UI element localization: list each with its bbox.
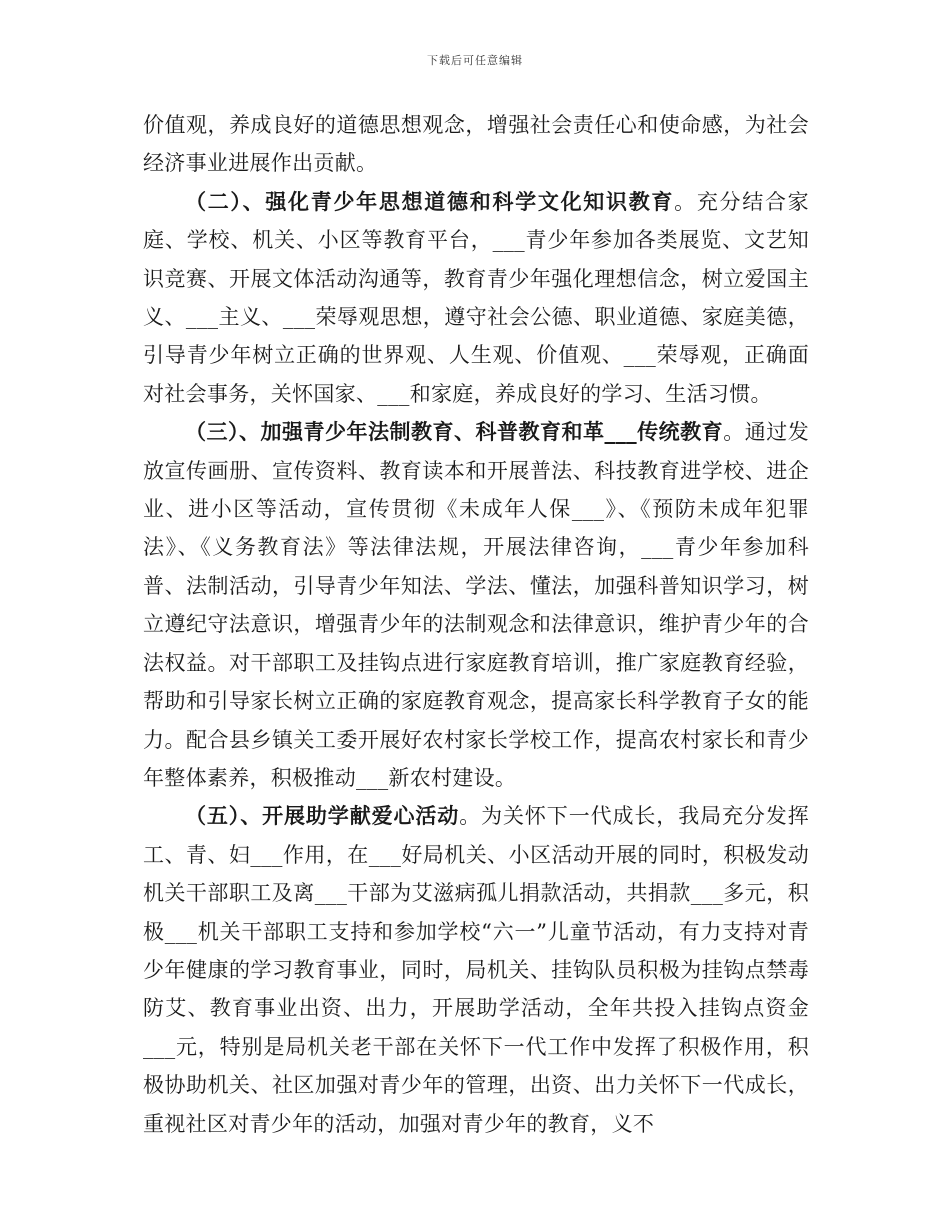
section-5-title: （五）、开展助学献爱心活动 <box>185 803 460 829</box>
section-2-title: （二）、强化青少年思想道德和科学文化知识教育 <box>185 188 675 214</box>
page-header-note: 下载后可任意编辑 <box>427 54 523 67</box>
section-3-text: 。通过发放宣传画册、宣传资料、教育读本和开展普法、科技教育进学校、进企业、进小区等活动，宣传贯彻《未成年人保___》、《预防未成年犯罪法》、《义务教育法》等法律法规，开展法律咨询，___青少年参加科普、法制活动，引导青少年知法、学法、懂法，加强科普知识学习，树立遵纪守法意识，增强青少年的法制观念和法律意识，维护青少年的合法权益。对干部职工及挂钩点进行家庭教育培训，推广家庭教育经验，帮助和引导家长树立正确的家庭教育观念，提高家长科学教育子女的能力。配合县乡镇关工委开展好农村家长学校工作，提高农村家长和青少年整体素养，积极推动___新农村建设。 <box>143 420 809 790</box>
document-body <box>143 106 809 1143</box>
section-2-text: 。充分结合家庭、学校、机关、小区等教育平台，___青少年参加各类展览、文艺知识竞赛、开展文体活动沟通等，教育青少年强化理想信念，树立爱国主义、___主义、___荣辱观思想，遵守社会公德、职业道德、家庭美德，引导青少年树立正确的世界观、人生观、价值观、___荣辱观，正确面对社会事务，关怀国家、___和家庭，养成良好的学习、生活习惯。 <box>143 189 809 406</box>
paragraph-section-2 <box>143 183 809 413</box>
section-3-title: （三）、加强青少年法制教育、科普教育和革___传统教育 <box>185 419 724 445</box>
section-5-text: 。为关怀下一代成长，我局充分发挥工、青、妇___作用，在___好局机关、小区活动开展的同时，积极发动机关干部职工及离___干部为艾滋病孤儿捐款活动，共捐款___多元，积极___机关干部职工支持和参加学校“六一”儿童节活动，有力支持对青少年健康的学习教育事业，同时，局机关、挂钩队员积极为挂钩点禁毒防艾、教育事业出资、出力，开展助学活动，全年共投入挂钩点资金___元，特别是局机关老干部在关怀下一代工作中发挥了积极作用，积极协助机关、社区加强对青少年的管理，出资、出力关怀下一代成长，重视社区对青少年的活动，加强对青少年的教育，义不 <box>143 804 809 1136</box>
paragraph-continuation <box>143 106 809 183</box>
paragraph-section-3 <box>143 413 809 797</box>
paragraph-text: 价值观，养成良好的道德思想观念，增强社会责任心和使命感，为社会经济事业进展作出贡献。 <box>143 113 809 176</box>
paragraph-section-5 <box>143 797 809 1143</box>
